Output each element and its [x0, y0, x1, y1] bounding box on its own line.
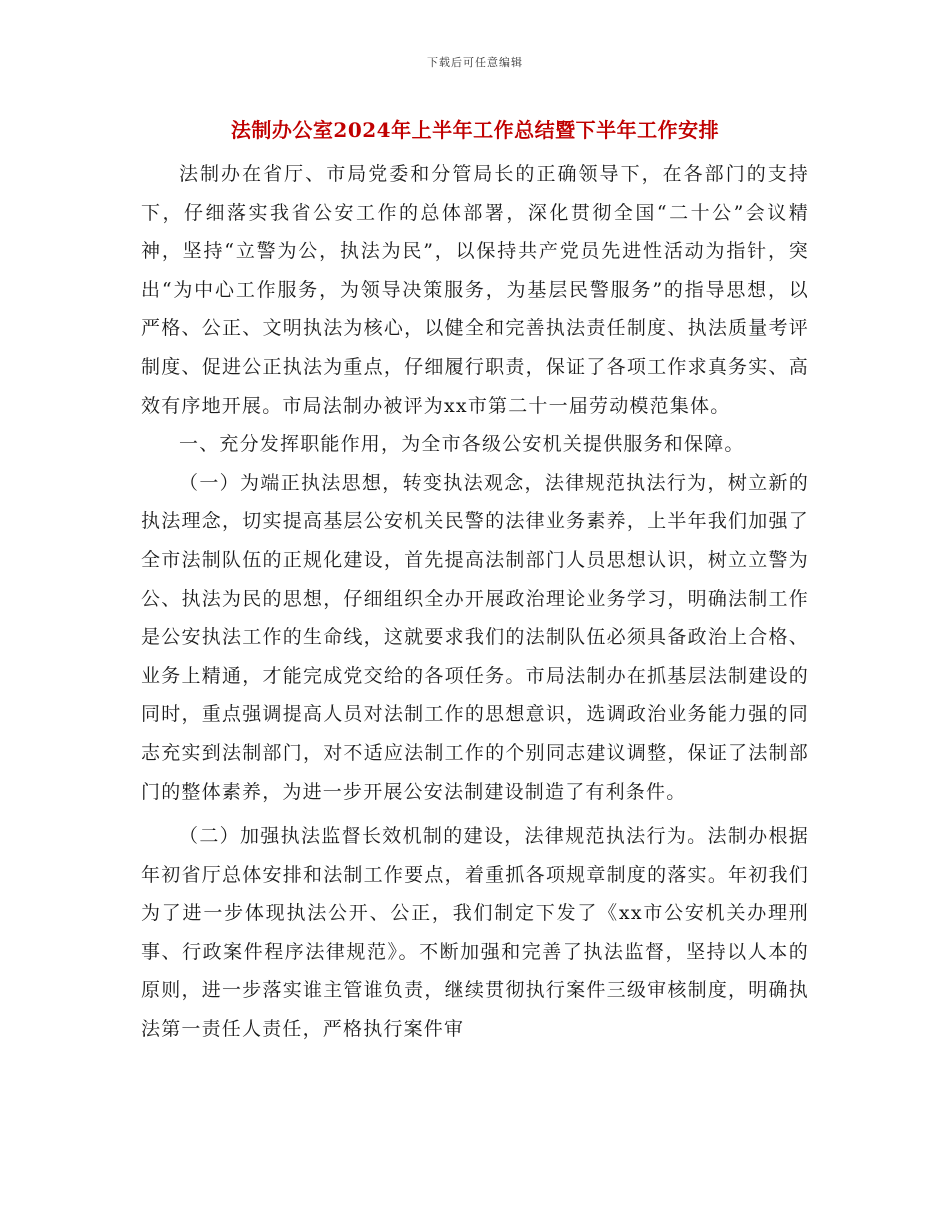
- body-paragraph-subsection-2: （二）加强执法监督长效机制的建设，法律规范执法行为。法制办根据年初省厅总体安排和法制工作要点，着重抓各项规章制度的落实。年初我们为了进一步体现执法公开、公正，我们制定下发了《xx市公安机关办理刑事、行政案件程序法律规范》。不断加强和完善了执法监督，坚持以人本的原则，进一步落实谁主管谁负责，继续贯彻执行案件三级审核制度，明确执法第一责任人责任，严格执行案件审: [141, 825, 809, 1041]
- body-paragraph-intro: 法制办在省厅、市局党委和分管局长的正确领导下，在各部门的支持下，仔细落实我省公安工作的总体部署，深化贯彻全国“二十公”会议精神，坚持“立警为公，执法为民”，以保持共产党员先进性活动为指针，突出“为中心工作服务，为领导决策服务，为基层民警服务”的指导思想，以严格、公正、文明执法为核心，以健全和完善执法责任制度、执法质量考评制度、促进公正执法为重点，仔细履行职责，保证了各项工作求真务实、高效有序地开展。市局法制办被评为xx市第二十一届劳动模范集体。: [141, 163, 809, 417]
- section-heading-one: 一、充分发挥职能作用，为全市各级公安机关提供服务和保障。: [179, 433, 745, 456]
- document-title: 法制办公室2024年上半年工作总结暨下半年工作安排: [230, 118, 720, 142]
- page-header-note: 下载后可任意编辑: [427, 56, 523, 69]
- document-body: [141, 155, 809, 1049]
- body-paragraph-subsection-1: （一）为端正执法思想，转变执法观念，法律规范执法行为，树立新的执法理念，切实提高基层公安机关民警的法律业务素养，上半年我们加强了全市法制队伍的正规化建设，首先提高法制部门人员思想认识，树立立警为公、执法为民的思想，仔细组织全办开展政治理论业务学习，明确法制工作是公安执法工作的生命线，这就要求我们的法制队伍必须具备政治上合格、业务上精通，才能完成党交给的各项任务。市局法制办在抓基层法制建设的同时，重点强调提高人员对法制工作的思想意识，选调政治业务能力强的同志充实到法制部门，对不适应法制工作的个别同志建议调整，保证了法制部门的整体素养，为进一步开展公安法制建设制造了有利条件。: [141, 471, 809, 803]
